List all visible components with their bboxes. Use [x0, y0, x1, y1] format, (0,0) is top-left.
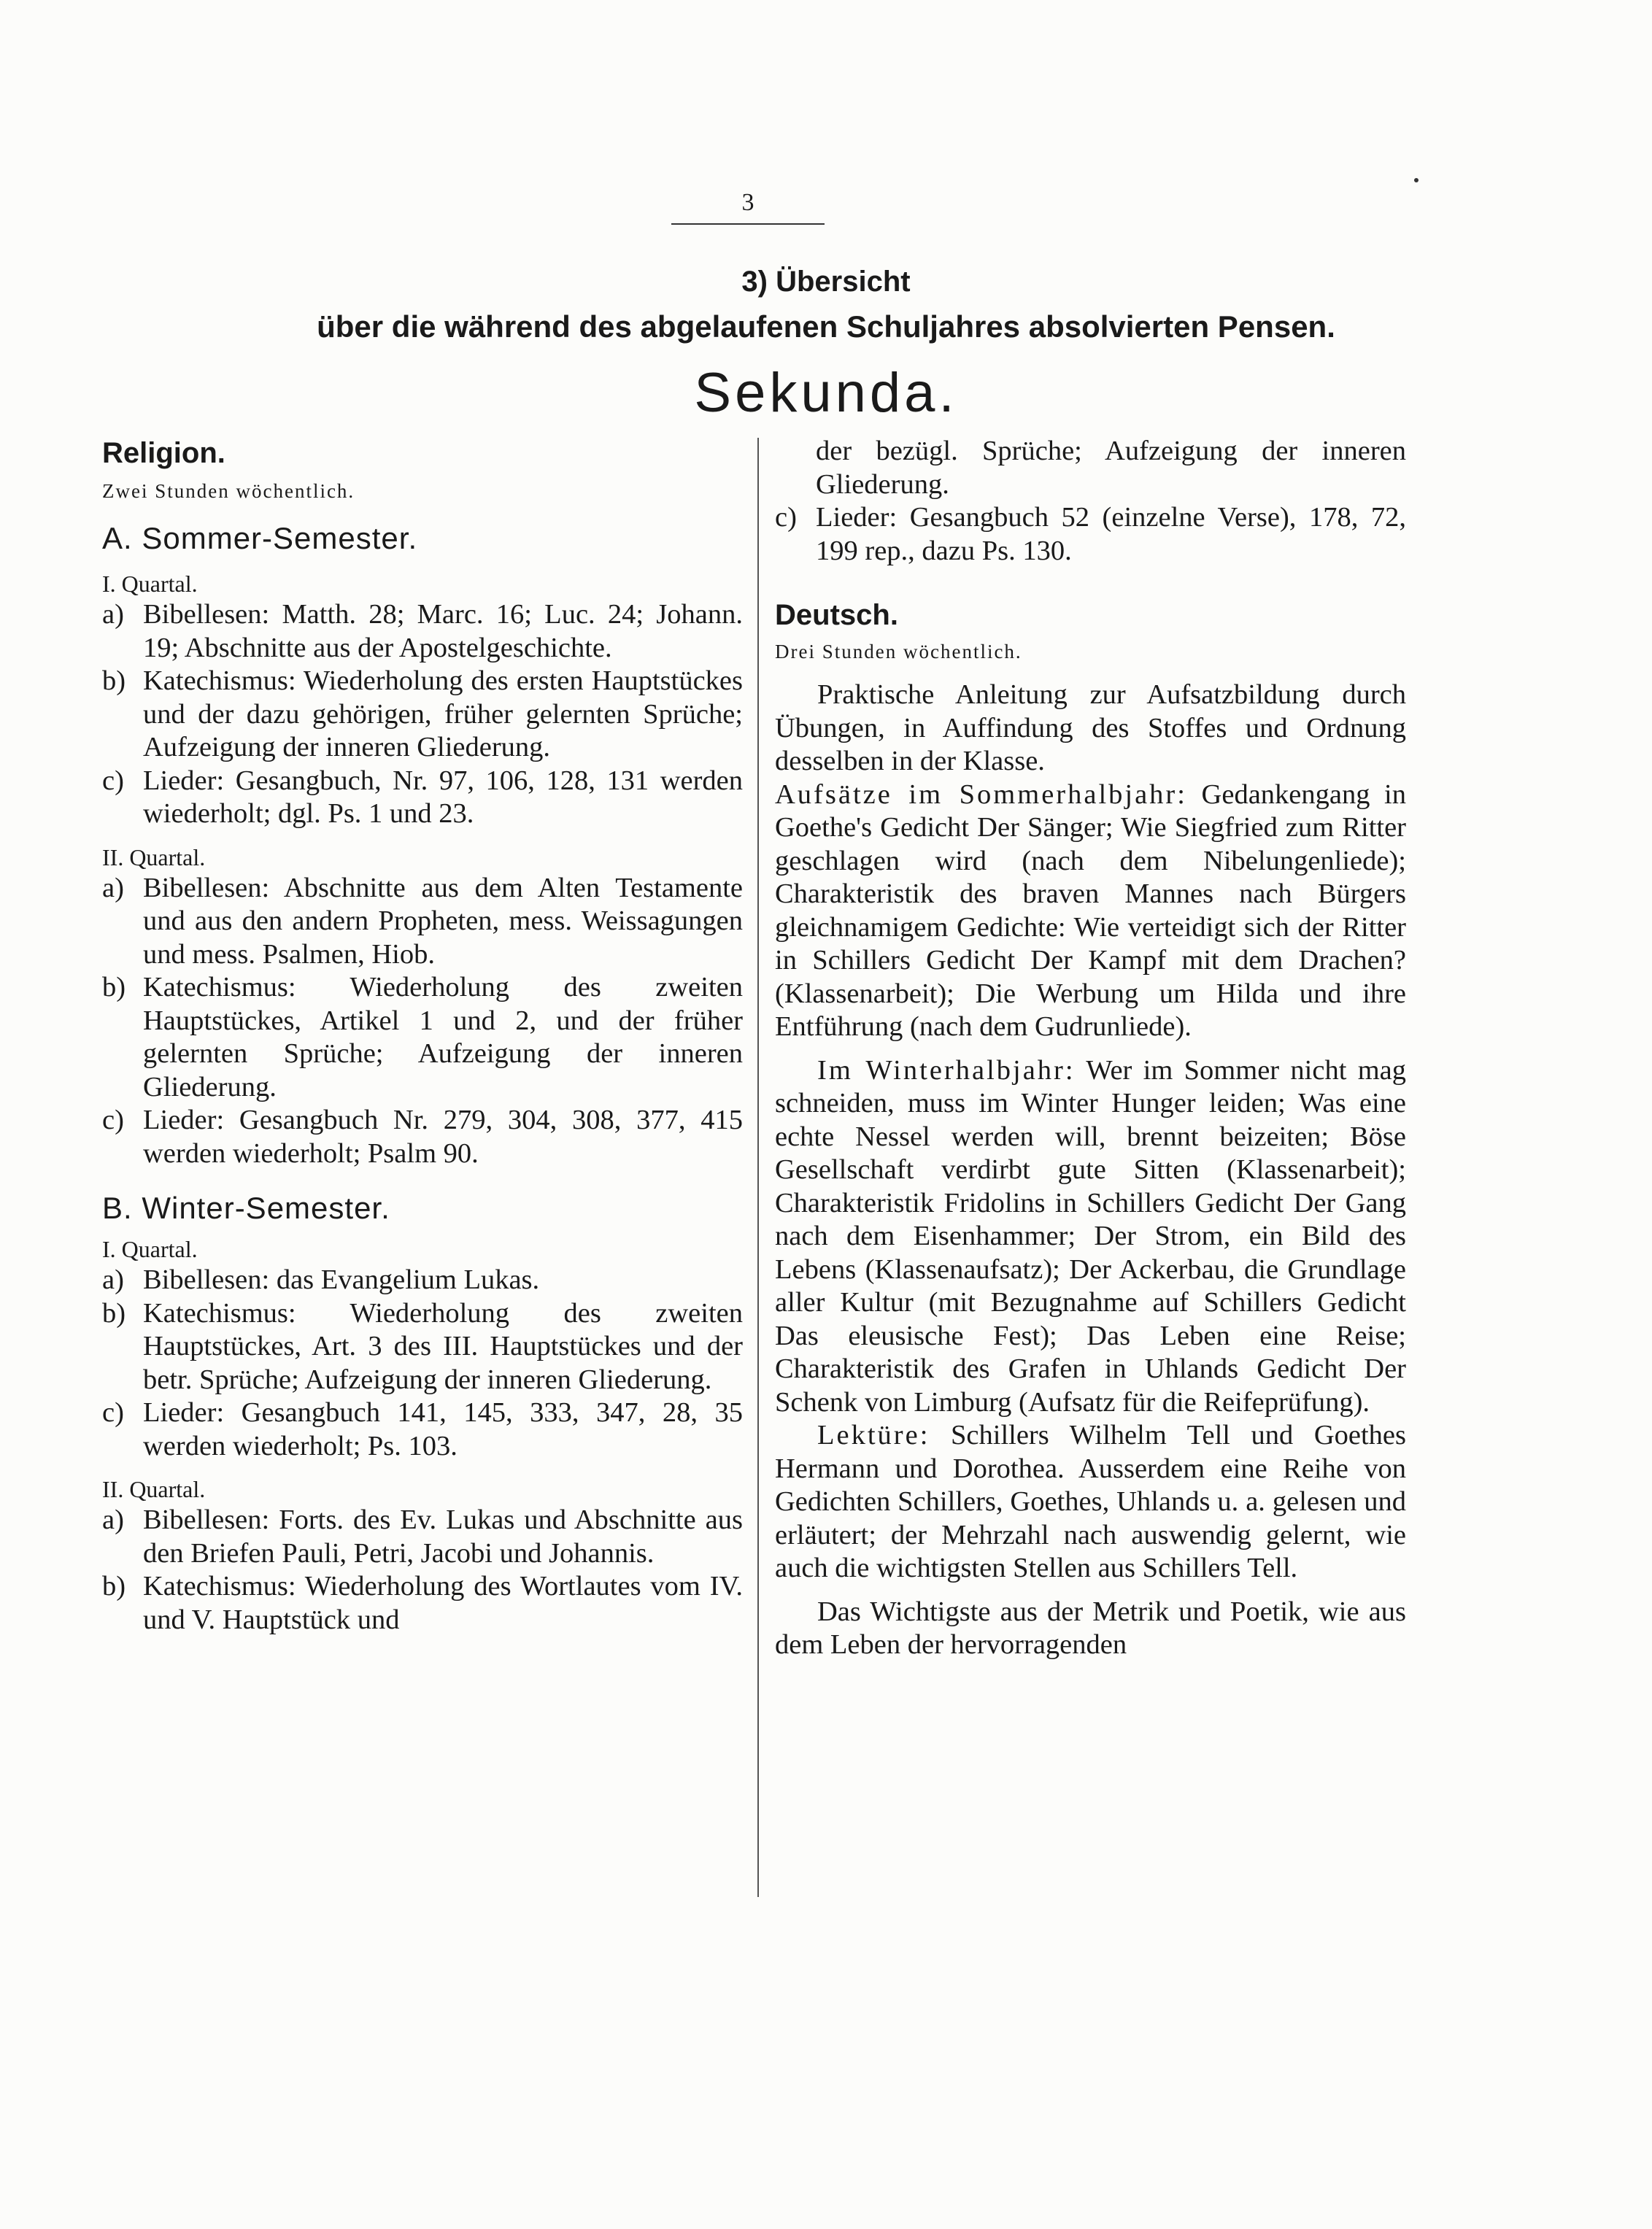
- list-item: [102, 1264, 743, 1297]
- item-text: Bibellesen: das Evangelium Lukas.: [143, 1264, 540, 1295]
- item-text: Katechismus: Wiederholung des Wortlautes vom IV. und V. Hauptstück und: [143, 1571, 743, 1635]
- deutsch-paragraph-1: Praktische Anleitung zur Aufsatzbildung durch Übungen, in Auffindung des Stoffes und Ordnung desselben in der Klasse.: [775, 679, 1406, 776]
- paragraph-label: Lektüre:: [817, 1420, 930, 1450]
- list-item: [102, 872, 743, 972]
- item-text: Bibellesen: Forts. des Ev. Lukas und Abschnitte aus den Briefen Pauli, Petri, Jacobi und Johannis.: [143, 1504, 743, 1569]
- print-speck: [1414, 178, 1419, 182]
- list-item: [102, 665, 743, 765]
- list-item: [102, 1504, 743, 1570]
- item-text: Katechismus: Wiederholung des zweiten Hauptstückes, Art. 3 des III. Hauptstückes und der betr. Sprüche; Aufzeigung der inneren Gliederung.: [143, 1297, 743, 1395]
- winter-q1-title: I. Quartal.: [102, 1236, 198, 1262]
- page-number: 3: [671, 188, 825, 225]
- item-text: Katechismus: Wiederholung des ersten Hauptstückes und der dazu gehörigen, früher gelernten Sprüche; Aufzeigung der inneren Gliederung.: [143, 665, 743, 762]
- item-text: Lieder: Gesangbuch Nr. 279, 304, 308, 377, 415 werden wiederholt; Psalm 90.: [143, 1105, 743, 1169]
- grade-title: Sekunda.: [694, 362, 958, 424]
- summer-semester-title: A. Sommer-Semester.: [102, 521, 418, 555]
- item-label: b): [102, 665, 126, 696]
- item-label: b): [102, 1297, 126, 1329]
- paragraph-text: Wer im Sommer nicht mag schneiden, muss im Winter Hunger leiden; Was eine echte Nessel werden will, brennt beizeiten; Böse Gesellschaft verdirbt gute Sitten (Klassenarbeit); Charakteristik Fridolins in Schillers Gedicht Der Gang nach dem Eisenhammer; Der Strom, ein Bild des Lebens (Klassenaufsatz); Der Ackerbau, die Grundlage aller Kultur (mit Bezugnahme auf Schillers Gedicht Das eleusische Fest); Das Leben eine Reise; Charakteristik des Grafen in Uhlands Gedicht Der Schenk von Limburg (Aufsatz für die Reifeprüfung).: [775, 1054, 1406, 1418]
- paragraph-text: Schillers Wilhelm Tell und Goethes Hermann und Dorothea. Ausserdem eine Reihe von Gedichten Schillers, Goethes, Uhlands u. a. gelesen und erläutert; der Mehrzahl nach auswendig gelernt, wie auch die wichtigsten Stellen aus Schillers Tell.: [775, 1420, 1407, 1583]
- list-item: [102, 598, 743, 665]
- winter-q2-title: II. Quartal.: [102, 1476, 206, 1502]
- item-text: Bibellesen: Matth. 28; Marc. 16; Luc. 24; Johann. 19; Abschnitte aus der Apostelgeschichte.: [143, 599, 743, 663]
- section-title: 3) Übersicht: [741, 266, 911, 298]
- deutsch-title: Deutsch.: [775, 599, 898, 631]
- deutsch-paragraph-5: Das Wichtigste aus der Metrik und Poetik, wie aus dem Leben der hervorragenden: [775, 1596, 1406, 1660]
- list-item: [102, 765, 743, 831]
- deutsch-paragraph-3: [775, 1054, 1406, 1420]
- item-label: a): [102, 1264, 124, 1295]
- list-item: [775, 501, 1406, 568]
- religion-title: Religion.: [102, 437, 225, 469]
- winter-semester-title: B. Winter-Semester.: [102, 1191, 390, 1225]
- column-divider: [757, 438, 759, 1897]
- list-item: [102, 1104, 743, 1170]
- item-label: a): [102, 872, 124, 903]
- item-label: c): [102, 765, 124, 796]
- religion-hours: Zwei Stunden wöchentlich.: [102, 480, 355, 502]
- item-label: b): [102, 972, 126, 1003]
- item-label: a): [102, 1504, 124, 1535]
- paragraph-text: Gedankengang in Goethe's Gedicht Der Sänger; Wie Siegfried zum Ritter geschlagen wird (nach dem Nibelungenliede); Charakteristik des braven Mannes nach Bürgers gleichnamigem Gedichte: Wie verteidigt sich der Ritter in Schillers Gedicht Der Kampf mit dem Drachen? (Klassenarbeit); Die Werbung um Hilda und ihre Entführung (nach dem Gudrunliede).: [775, 779, 1406, 1042]
- deutsch-hours: Drei Stunden wöchentlich.: [775, 641, 1022, 662]
- list-item: [102, 971, 743, 1104]
- right-column: [775, 435, 1406, 1662]
- religion-continuation: der bezügl. Sprüche; Aufzeigung der inneren Gliederung.: [816, 436, 1406, 500]
- paragraph-label: Im Winterhalbjahr:: [817, 1054, 1076, 1086]
- deutsch-paragraph-2: [775, 779, 1406, 1044]
- deutsch-paragraph-4: [775, 1419, 1406, 1585]
- summer-q1-title: I. Quartal.: [102, 571, 198, 597]
- item-text: Katechismus: Wiederholung des zweiten Hauptstückes, Artikel 1 und 2, und der früher gelernten Sprüche; Aufzeigung der inneren Gliederung.: [143, 972, 743, 1102]
- item-label: c): [102, 1397, 124, 1428]
- summer-q2-title: II. Quartal.: [102, 843, 206, 870]
- list-item: [102, 1396, 743, 1463]
- item-text: Lieder: Gesangbuch 52 (einzelne Verse), 178, 72, 199 rep., dazu Ps. 130.: [816, 502, 1406, 566]
- list-item: [102, 1570, 743, 1637]
- section-subtitle: über die während des abgelaufenen Schuljahres absolvierten Pensen.: [317, 309, 1335, 344]
- item-text: Lieder: Gesangbuch, Nr. 97, 106, 128, 131 werden wiederholt; dgl. Ps. 1 und 23.: [143, 765, 743, 829]
- item-label: c): [775, 502, 797, 533]
- item-label: b): [102, 1571, 126, 1602]
- item-text: Bibellesen: Abschnitte aus dem Alten Testamente und aus den andern Propheten, mess. Weissagungen und mess. Psalmen, Hiob.: [143, 872, 743, 970]
- item-label: c): [102, 1105, 124, 1135]
- left-column: [102, 435, 743, 1637]
- item-label: a): [102, 599, 124, 630]
- item-text: Lieder: Gesangbuch 141, 145, 333, 347, 28, 35 werden wiederholt; Ps. 103.: [143, 1397, 743, 1461]
- list-item: [102, 1297, 743, 1397]
- paragraph-label: Aufsätze im Sommerhalbjahr:: [775, 779, 1187, 810]
